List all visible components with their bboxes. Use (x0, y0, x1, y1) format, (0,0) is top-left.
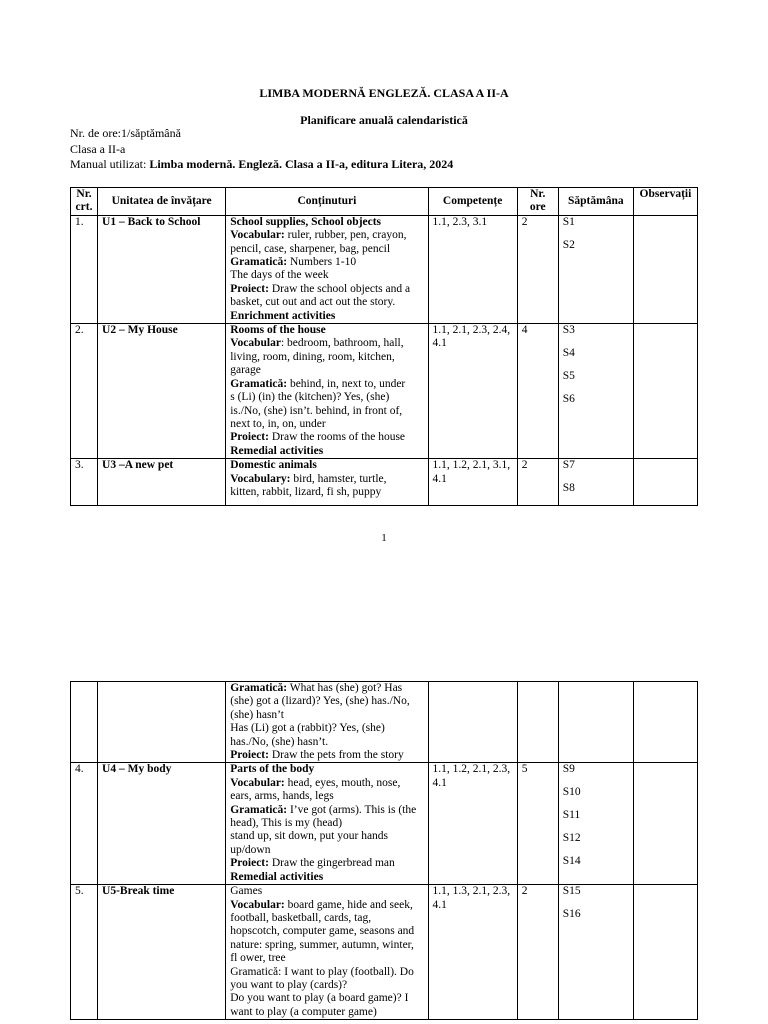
plan-table-page1 (70, 187, 698, 506)
cell-hours (517, 682, 558, 763)
content-line (230, 473, 423, 486)
content-line-bold: Remedial activities (230, 870, 324, 883)
content-line (230, 871, 423, 884)
meta-hours: Nr. de ore:1/săptămână (70, 126, 181, 140)
cell-weeks (558, 763, 633, 885)
week-label: S9 (562, 763, 575, 776)
content-line-text: bird, hamster, turtle, (290, 472, 387, 485)
table-row (71, 459, 698, 506)
cell-weeks (558, 885, 633, 1020)
content-line-text: I’ve got (arms). This is (the (287, 803, 417, 816)
content-line-text: garage (230, 364, 261, 377)
content-line (230, 952, 423, 965)
content-line-text: head), This is my (head) (230, 817, 343, 830)
content-line-text: football, basketball, cards, tag, (230, 911, 372, 924)
content-line-bold: Vocabular (230, 337, 281, 350)
content-line-bold: Enrichment activities (230, 309, 336, 322)
plan-table-page2 (70, 681, 698, 1020)
content-line (230, 229, 423, 242)
table-row (71, 215, 698, 323)
content-line-text: has./No, (she) hasn’t. (230, 735, 329, 748)
content-line (230, 763, 423, 776)
content-line (230, 682, 423, 695)
content-line (230, 310, 423, 323)
content-line (230, 885, 423, 898)
content-line (230, 431, 423, 444)
content-line-text: up/down (230, 843, 271, 856)
content-line (230, 445, 423, 458)
content-line-text: (she) got a (lizard)? Yes, (she) has./No, (230, 695, 410, 708)
content-line (230, 992, 423, 1005)
cell-content (226, 885, 428, 1020)
content-line (230, 364, 423, 377)
content-line-text: fl ower, tree (230, 952, 286, 965)
cell-content (226, 763, 428, 885)
cell-notes (633, 682, 697, 763)
meta-manual (70, 157, 453, 173)
cell-competences: 1.1, 1.2, 2.1, 2.3, 4.1 (428, 763, 517, 885)
content-line (230, 256, 423, 269)
week-label: S7 (562, 459, 575, 472)
content-line (230, 804, 423, 817)
content-line (230, 749, 423, 762)
content-line-text: ruler, rubber, pen, crayon, (284, 229, 407, 242)
cell-competences: 1.1, 1.2, 2.1, 3.1, 4.1 (428, 459, 517, 506)
cell-weeks (558, 459, 633, 506)
cell-hours: 2 (517, 459, 558, 506)
content-line (230, 722, 423, 735)
week-label: S14 (562, 855, 581, 868)
content-line-bold: Vocabular: (230, 229, 285, 242)
cell-unit: U3 –A new pet (98, 459, 226, 506)
cell-unit: U4 – My body (98, 763, 226, 885)
header-nr: Nr. crt. (71, 188, 98, 216)
content-line-text: want to play (a computer game) (230, 1005, 377, 1018)
week-label: S15 (562, 885, 581, 898)
page-number: 1 (381, 532, 387, 544)
content-line-text: nature: spring, summer, autumn, winter, (230, 938, 414, 951)
content-line-bold: Proiect: (230, 749, 269, 762)
cell-hours: 5 (517, 763, 558, 885)
content-line (230, 418, 423, 431)
content-line-bold: Proiect: (230, 282, 269, 295)
content-line-bold: Proiect: (230, 857, 269, 870)
meta-block (70, 126, 453, 173)
content-line-bold: Gramatică: (230, 256, 288, 269)
header-hours: Nr. ore (517, 188, 558, 216)
cell-hours: 2 (517, 215, 558, 323)
content-line (230, 324, 423, 337)
content-line (230, 1006, 423, 1019)
header-week: Săptămâna (558, 188, 633, 216)
header-content: Conținuturi (226, 188, 428, 216)
week-label: S11 (562, 809, 581, 822)
week-label: S5 (562, 370, 575, 383)
content-line (230, 736, 423, 749)
cell-notes (633, 215, 697, 323)
cell-nr (71, 682, 98, 763)
week-label: S10 (562, 786, 581, 799)
content-line (230, 830, 423, 843)
content-line (230, 857, 423, 870)
content-line (230, 378, 423, 391)
cell-unit: U5-Break time (98, 885, 226, 1020)
content-line (230, 695, 423, 708)
content-line-text: basket, cut out and act out the story. (230, 296, 396, 309)
content-line-bold: Vocabular: (230, 898, 285, 911)
cell-nr: 5. (71, 885, 98, 1020)
cell-notes (633, 885, 697, 1020)
content-line (230, 979, 423, 992)
cell-nr: 1. (71, 215, 98, 323)
header-competences: Competențe (428, 188, 517, 216)
week-label: S16 (562, 908, 581, 921)
content-line-text: you want to play (cards)? (230, 978, 348, 991)
content-line-text: pencil, case, sharpener, bag, pencil (230, 242, 391, 255)
meta-manual-label: Manual utilizat: (70, 157, 150, 171)
cell-unit (98, 682, 226, 763)
cell-content (226, 324, 428, 459)
content-line-text: The days of the week (230, 269, 329, 282)
cell-notes (633, 459, 697, 506)
content-line-bold: Vocabular: (230, 776, 285, 789)
content-line (230, 844, 423, 857)
content-line-text: Numbers 1-10 (287, 256, 357, 269)
content-line-text: stand up, sit down, put your hands (230, 830, 389, 843)
table-row (71, 885, 698, 1020)
cell-nr: 2. (71, 324, 98, 459)
content-line-bold: Gramatică: (230, 377, 288, 390)
content-line (230, 351, 423, 364)
content-line-text: What has (she) got? Has (287, 682, 403, 694)
content-line (230, 925, 423, 938)
content-line-text: head, eyes, mouth, nose, (284, 776, 401, 789)
content-line (230, 391, 423, 404)
content-line-bold: School supplies, School objects (230, 215, 382, 228)
document-subtitle: Planificare anuală calendaristică (300, 113, 468, 127)
content-line-text: (she) hasn’t (230, 708, 284, 721)
content-line-bold: Remedial activities (230, 444, 324, 457)
content-line-bold: Vocabulary: (230, 472, 291, 485)
cell-competences (428, 682, 517, 763)
table-header-row (71, 188, 698, 216)
cell-notes (633, 324, 697, 459)
content-line (230, 486, 423, 499)
cell-notes (633, 763, 697, 885)
content-line (230, 459, 423, 472)
cell-weeks (558, 215, 633, 323)
cell-competences: 1.1, 1.3, 2.1, 2.3, 4.1 (428, 885, 517, 1020)
week-label: S8 (562, 482, 575, 495)
cell-hours: 4 (517, 324, 558, 459)
content-line (230, 817, 423, 830)
cell-unit: U1 – Back to School (98, 215, 226, 323)
content-line-text: Draw the school objects and a (268, 282, 411, 295)
week-label: S4 (562, 347, 575, 360)
content-line-bold: Proiect: (230, 431, 269, 444)
table-row (71, 763, 698, 885)
content-line-text: hopscotch, computer game, seasons and (230, 925, 415, 938)
week-label: S6 (562, 393, 575, 406)
content-line-bold: Parts of the body (230, 763, 315, 776)
content-line-bold: Gramatică: (230, 803, 288, 816)
meta-manual-value: Limba modernă. Engleză. Clasa a II-a, editura Litera, 2024 (149, 157, 454, 171)
header-unit: Unitatea de învățare (98, 188, 226, 216)
content-line (230, 216, 423, 229)
content-line-text: is./No, (she) isn’t. behind, in front of, (230, 404, 403, 417)
meta-class: Clasa a II-a (70, 141, 126, 156)
content-line-bold: Domestic animals (230, 459, 317, 472)
header-notes: Observații (633, 188, 697, 216)
cell-weeks (558, 324, 633, 459)
week-label: S2 (562, 238, 575, 251)
content-line-bold: Rooms of the house (230, 324, 326, 337)
content-line-text: board game, hide and seek, (284, 898, 413, 911)
content-line (230, 912, 423, 925)
cell-competences: 1.1, 2.3, 3.1 (428, 215, 517, 323)
cell-weeks (558, 682, 633, 763)
cell-content (226, 682, 428, 763)
cell-unit: U2 – My House (98, 324, 226, 459)
content-line (230, 405, 423, 418)
content-line-text: Has (Li) got a (rabbit)? Yes, (she) (230, 722, 385, 735)
content-line (230, 296, 423, 309)
content-line (230, 283, 423, 296)
content-line (230, 337, 423, 350)
content-line-text: Games (230, 885, 263, 898)
content-line-text: : bedroom, bathroom, hall, (280, 337, 404, 350)
content-line (230, 899, 423, 912)
week-label: S12 (562, 832, 581, 845)
cell-content (226, 215, 428, 323)
content-line (230, 790, 423, 803)
cell-competences: 1.1, 2.1, 2.3, 2.4, 4.1 (428, 324, 517, 459)
content-line (230, 777, 423, 790)
content-line-text: Do you want to play (a board game)? I (230, 992, 409, 1005)
cell-hours: 2 (517, 885, 558, 1020)
content-line-text: behind, in, next to, under (287, 377, 406, 390)
content-line-text: next to, in, on, under (230, 417, 326, 430)
content-line (230, 939, 423, 952)
content-line (230, 269, 423, 282)
week-label: S3 (562, 324, 575, 337)
content-line-text: s (Li) (in) the (kitchen)? Yes, (she) (230, 391, 390, 404)
content-line-text: Gramatică: I want to play (football). Do (230, 965, 414, 978)
content-line-text: living, room, dining, room, kitchen, (230, 350, 395, 363)
week-label: S1 (562, 215, 575, 228)
table-row (71, 324, 698, 459)
cell-content (226, 459, 428, 506)
content-line-text: ears, arms, hands, legs (230, 790, 334, 803)
cell-nr: 3. (71, 459, 98, 506)
content-line (230, 243, 423, 256)
cell-nr: 4. (71, 763, 98, 885)
content-line-text: kitten, rabbit, lizard, fi sh, puppy (230, 485, 382, 498)
content-line-text: Draw the gingerbread man (268, 857, 395, 870)
content-line-bold: Gramatică: (230, 682, 288, 694)
content-line-text: Draw the pets from the story (268, 749, 404, 762)
content-line (230, 709, 423, 722)
table-row (71, 682, 698, 763)
document-title: LIMBA MODERNĂ ENGLEZĂ. CLASA A II-A (259, 86, 509, 100)
content-line-text: Draw the rooms of the house (268, 431, 406, 444)
content-line (230, 966, 423, 979)
